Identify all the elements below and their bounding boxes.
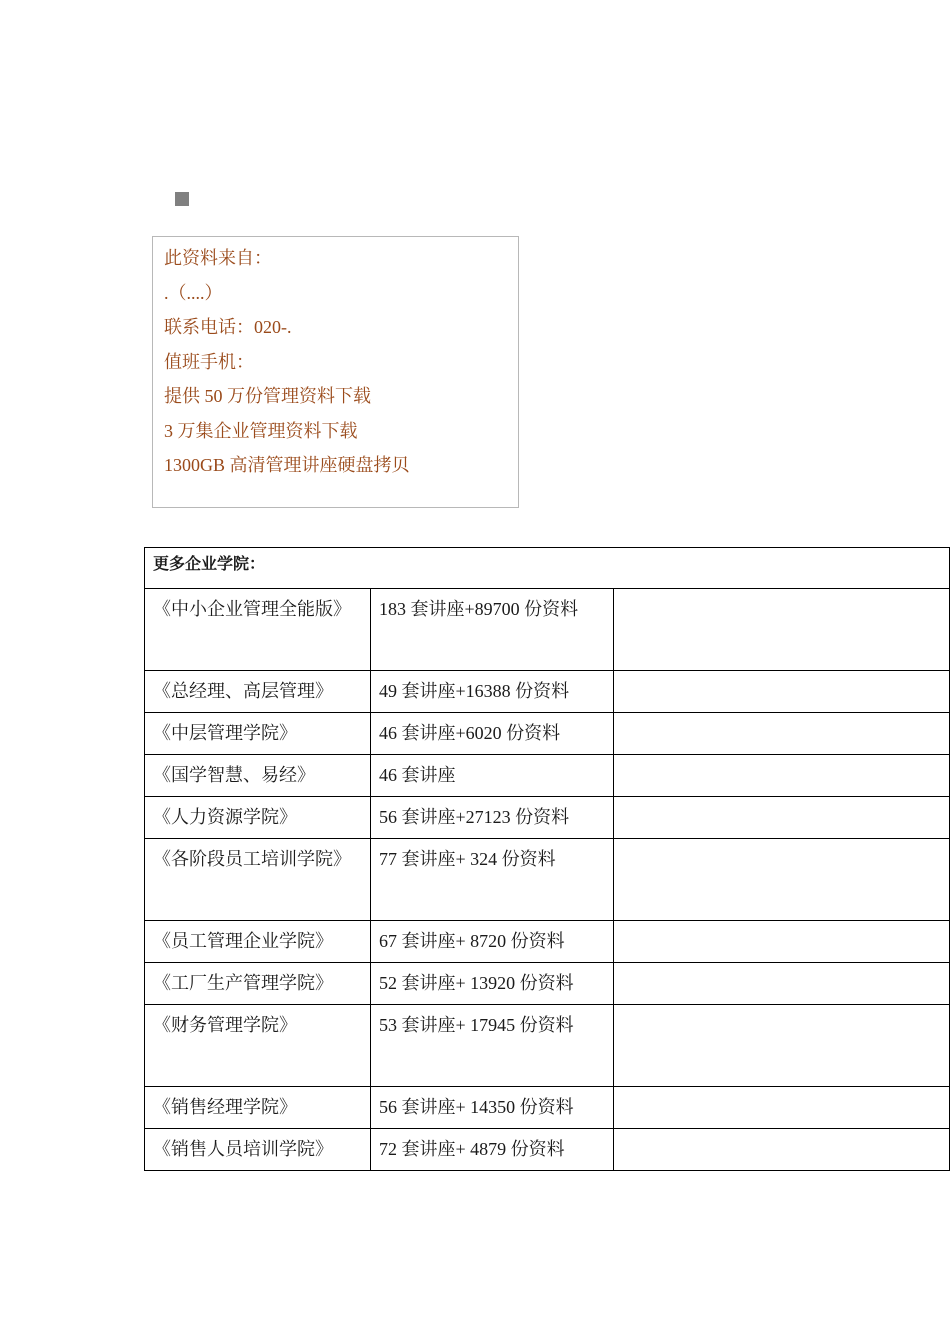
academy-name: 《员工管理企业学院》 xyxy=(145,921,371,963)
table-row xyxy=(145,921,950,963)
academy-extra xyxy=(614,963,950,1005)
source-info-box xyxy=(152,236,519,508)
academy-extra xyxy=(614,839,950,921)
table-row xyxy=(145,797,950,839)
academy-extra xyxy=(614,1129,950,1171)
info-line-mobile: 值班手机： xyxy=(164,351,254,372)
table-row xyxy=(145,589,950,671)
table-row xyxy=(145,713,950,755)
info-line-website: .（....） xyxy=(164,282,223,303)
academy-table xyxy=(144,547,950,1171)
academy-content: 52 套讲座+ 13920 份资料 xyxy=(371,963,614,1005)
academy-extra xyxy=(614,713,950,755)
academy-content: 46 套讲座+6020 份资料 xyxy=(371,713,614,755)
academy-extra xyxy=(614,671,950,713)
academy-name: 《各阶段员工培训学院》 xyxy=(145,839,371,921)
academy-content: 72 套讲座+ 4879 份资料 xyxy=(371,1129,614,1171)
table-row xyxy=(145,1005,950,1087)
academy-name: 《国学智慧、易经》 xyxy=(145,755,371,797)
bullet-square-icon xyxy=(175,192,189,206)
academy-name: 《中小企业管理全能版》 xyxy=(145,589,371,671)
academy-name: 《财务管理学院》 xyxy=(145,1005,371,1087)
info-line-phone: 联系电话：020-. xyxy=(164,317,292,337)
info-line-source: 此资料来自： xyxy=(164,248,272,268)
academy-content: 53 套讲座+ 17945 份资料 xyxy=(371,1005,614,1087)
academy-content: 49 套讲座+16388 份资料 xyxy=(371,671,614,713)
table-row xyxy=(145,671,950,713)
academy-content: 56 套讲座+ 14350 份资料 xyxy=(371,1087,614,1129)
academy-content: 67 套讲座+ 8720 份资料 xyxy=(371,921,614,963)
academy-extra xyxy=(614,1087,950,1129)
info-line-download-videos: 3 万集企业管理资料下载 xyxy=(164,420,358,441)
academy-extra xyxy=(614,589,950,671)
academy-name: 《销售人员培训学院》 xyxy=(145,1129,371,1171)
academy-extra xyxy=(614,797,950,839)
table-header-row xyxy=(145,548,950,589)
table-row xyxy=(145,1129,950,1171)
academy-name: 《中层管理学院》 xyxy=(145,713,371,755)
table-row xyxy=(145,755,950,797)
table-row xyxy=(145,1087,950,1129)
academy-name: 《人力资源学院》 xyxy=(145,797,371,839)
academy-table-container xyxy=(144,547,949,1171)
info-line-download-docs: 提供 50 万份管理资料下载 xyxy=(164,386,371,406)
academy-name: 《销售经理学院》 xyxy=(145,1087,371,1129)
table-row xyxy=(145,839,950,921)
table-row xyxy=(145,963,950,1005)
academy-extra xyxy=(614,921,950,963)
academy-name: 《工厂生产管理学院》 xyxy=(145,963,371,1005)
academy-content: 46 套讲座 xyxy=(371,755,614,797)
academy-name: 《总经理、高层管理》 xyxy=(145,671,371,713)
academy-content: 77 套讲座+ 324 份资料 xyxy=(371,839,614,921)
info-line-hd-lectures: 1300GB 高清管理讲座硬盘拷贝 xyxy=(164,455,410,475)
academy-content: 56 套讲座+27123 份资料 xyxy=(371,797,614,839)
table-header: 更多企业学院： xyxy=(145,548,950,589)
academy-content: 183 套讲座+89700 份资料 xyxy=(371,589,614,671)
academy-extra xyxy=(614,755,950,797)
academy-extra xyxy=(614,1005,950,1087)
